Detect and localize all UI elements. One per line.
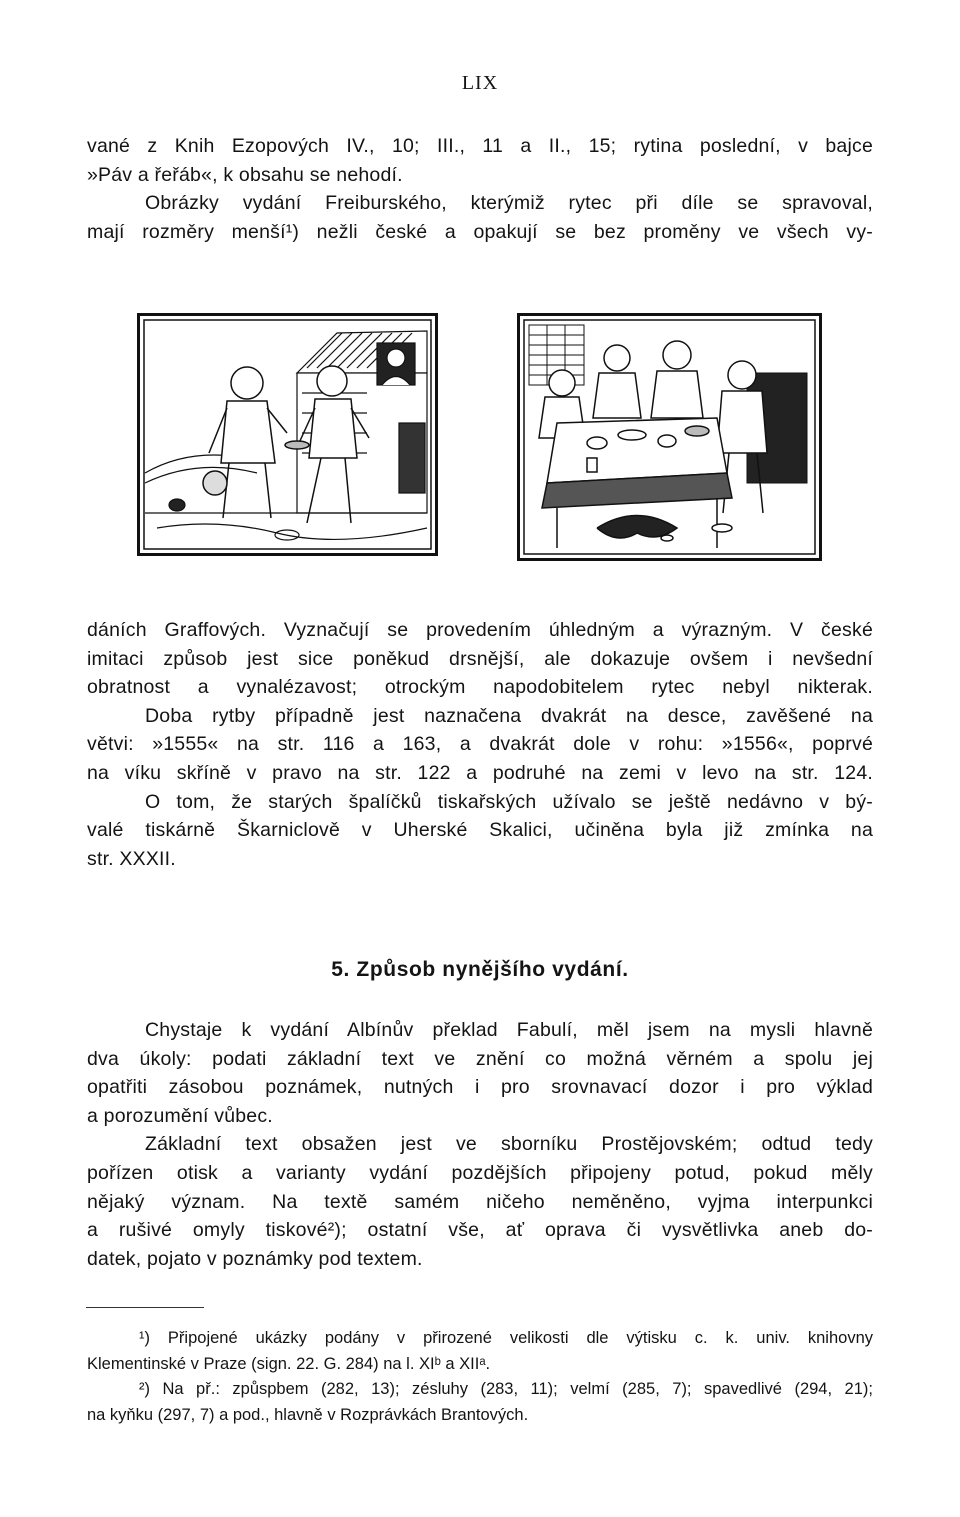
text-line: větvi: »1555« na str. 116 a 163, a dvakrát dole v rohu: »1556«, poprvé: [87, 733, 873, 756]
text-line: vané z Knih Ezopových IV., 10; III., 11 a II., 15; rytina poslední, v bajce: [87, 135, 873, 157]
text-line: »Páv a řeřáb«, k obsahu se nehodí.: [87, 163, 403, 186]
text-line: imitaci způsob jest sice poněkud drsnější, ale dokazuje ovšem i nevšední: [87, 647, 873, 670]
text-block-body: [87, 616, 873, 873]
woodcut-illustration-feast: [517, 313, 822, 561]
footnote-rule: [86, 1307, 204, 1308]
text-line: valé tiskárně Škarniclově v Uherské Skalici, učiněna byla již zmínka na: [87, 819, 873, 842]
footnote-line: ²) Na př.: způspbem (282, 13); zésluhy (283, 11); velmí (285, 7); spavedlivé (294, 21);: [139, 1380, 873, 1398]
text-line: na víku skříně v pravo na str. 122 a podruhé na zemi v levo na str. 124.: [87, 761, 873, 784]
text-line: str. XXXII.: [87, 847, 176, 870]
woodcut-feast-drawing: [517, 313, 822, 561]
text-line: Doba rytby případně jest naznačena dvakrát na desce, zavěšené na: [145, 704, 873, 727]
footnotes: [87, 1326, 873, 1428]
woodcut-illustration-street: [137, 313, 438, 556]
footnote-line: ¹) Připojené ukázky podány v přirozené velikosti dle výtisku c. k. univ. knihovny: [139, 1329, 873, 1347]
text-line: Obrázky vydání Freiburského, kterýmiž rytec při díle se spravoval,: [145, 192, 873, 215]
text-line: opatřiti zásobou poznámek, nutných i pro srovnavací dozor i pro výklad: [87, 1076, 873, 1099]
text-line: datek, pojato v poznámky pod textem.: [87, 1247, 423, 1270]
text-line: mají rozměry menší¹) nežli české a opakují se bez proměny ve všech vy-: [87, 220, 873, 243]
text-line: nějaký význam. Na textě samém ničeho neměněno, vyjma interpunkci: [87, 1190, 873, 1213]
text-block-section: [87, 1016, 873, 1273]
text-line: dáních Graffových. Vyznačují se provedením úhledným a výrazným. V české: [87, 619, 873, 641]
text-line: a rušivé omyly tiskové²); ostatní vše, ať oprava či vysvětlivka aneb do-: [87, 1219, 873, 1242]
page-number: LIX: [461, 72, 499, 94]
section-heading: 5. Způsob nynějšího vydání.: [331, 958, 629, 981]
text-line: O tom, že starých špalíčků tiskařských užívalo se ještě nedávno v bý-: [145, 790, 873, 813]
text-line: a porozumění vůbec.: [87, 1104, 273, 1127]
text-block-intro: [87, 132, 873, 246]
text-line: Chystaje k vydání Albínův překlad Fabulí, měl jsem na mysli hlavně: [145, 1019, 873, 1041]
text-line: obratnost a vynalézavost; otrockým napodobitelem rytec nebyl nikterak.: [87, 676, 873, 699]
text-line: Základní text obsažen jest ve sborníku Prostějovském; odtud tedy: [145, 1133, 873, 1156]
text-line: pořízen otisk a varianty vydání pozdějších připojeny potud, pokud měly: [87, 1161, 873, 1184]
text-line: dva úkoly: podati základní text ve znění co možná věrném a spolu jej: [87, 1047, 873, 1070]
woodcut-street-drawing: [137, 313, 438, 556]
footnote-line: Klementinské v Praze (sign. 22. G. 284) na l. XIᵇ a XIIᵃ.: [87, 1354, 491, 1373]
footnote-line: na kyňku (297, 7) a pod., hlavně v Rozprávkách Brantových.: [87, 1405, 529, 1424]
